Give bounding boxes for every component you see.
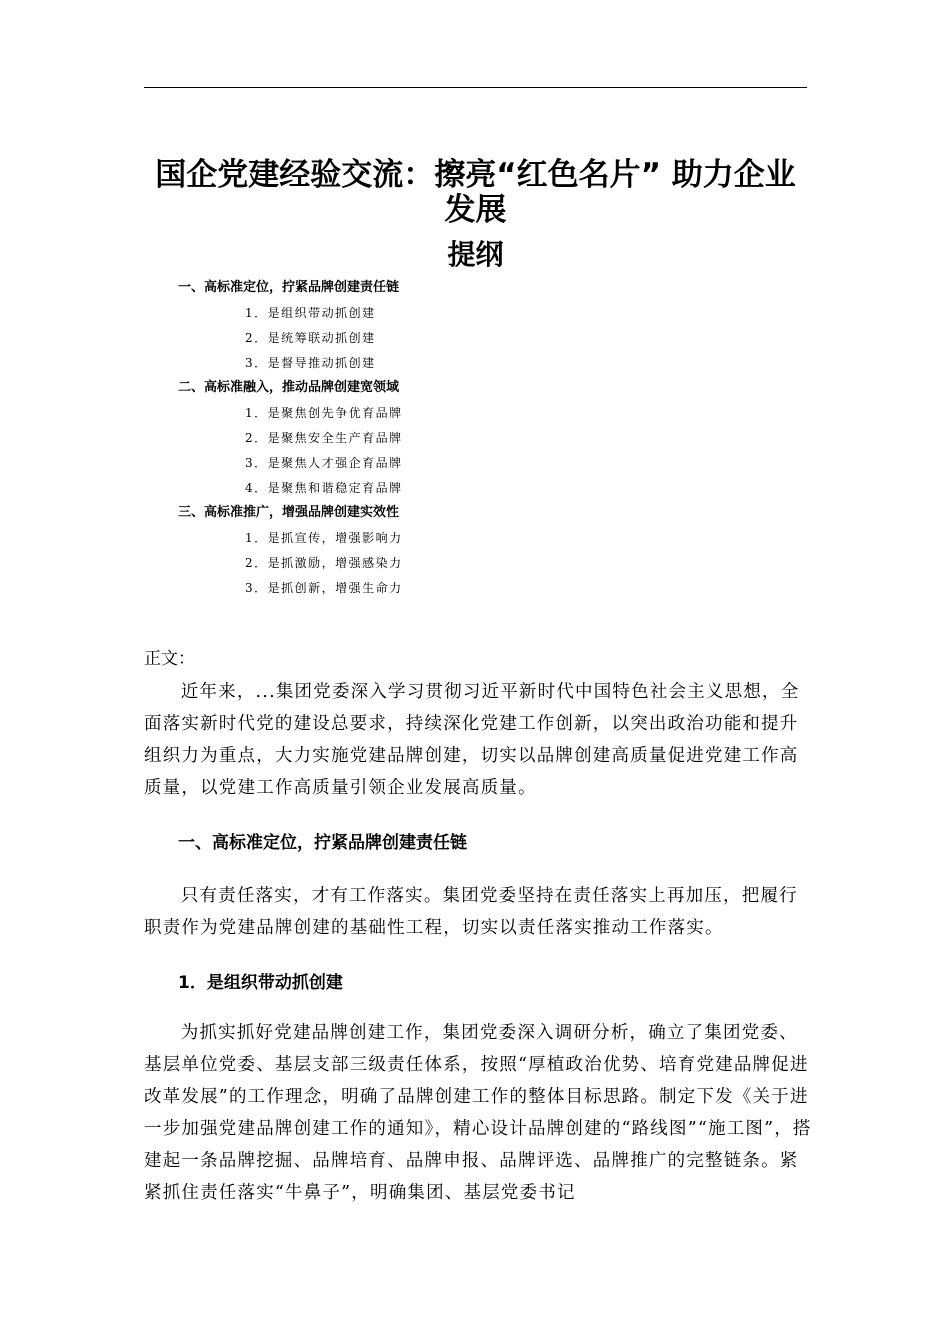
outline-title: 提纲 — [447, 238, 504, 271]
outline-item: 3．是督导推动抓创建 — [245, 356, 376, 370]
outline-item: 2．是聚焦安全生产育品牌 — [245, 431, 403, 445]
intro-paragraph: 近年来，...集团党委深入学习贯彻习近平新时代中国特色社会主义思想，全面落实新时代党的建设总要求，持续深化党建工作创新，以突出政治功能和提升组织力为重点，大力实施党建品牌创建，切实以品牌创建高质量促进党建工作高质量，以党建工作高质量引领企业发展高质量。 — [144, 682, 800, 798]
section1-paragraph: 只有责任落实，才有工作落实。集团党委坚持在责任落实上再加压，把履行职责作为党建品牌创建的基础性工程，切实以责任落实推动工作落实。 — [144, 886, 798, 938]
outline-heading-2: 二、高标准融入，推动品牌创建宽领域 — [178, 380, 400, 395]
outline-item: 3．是聚焦人才强企育品牌 — [245, 456, 403, 470]
outline-item: 1．是抓宣传，增强影响力 — [245, 531, 403, 545]
header-rule — [144, 87, 807, 88]
outline-item: 2．是抓激励，增强感染力 — [245, 556, 403, 570]
outline-item: 4．是聚焦和谐稳定育品牌 — [245, 481, 403, 495]
outline-heading-1: 一、高标准定位，拧紧品牌创建责任链 — [178, 280, 400, 295]
outline-item: 3．是抓创新，增强生命力 — [245, 581, 403, 595]
outline-item: 1．是聚焦创先争优育品牌 — [245, 406, 403, 420]
outline-item: 2．是统筹联动抓创建 — [245, 331, 376, 345]
section-heading-1: 一、高标准定位，拧紧品牌创建责任链 — [178, 833, 467, 853]
outline-item: 1．是组织带动抓创建 — [245, 306, 376, 320]
sub1-paragraph: 为抓实抓好党建品牌创建工作，集团党委深入调研分析，确立了集团党委、基层单位党委、基层支部三级责任体系，按照“厚植政治优势、培育党建品牌促进改革发展”的工作理念，明确了品牌创建工作的整体目标思路。制定下发《关于进一步加强党建品牌创建工作的通知》，精心设计品牌创建的“路线图”“施工图”，搭建起一条品牌挖掘、品牌培育、品牌申报、品牌评选、品牌推广的完整链条。紧紧抓住责任落实“牛鼻子”，明确集团、基层党委书记 — [144, 1023, 812, 1203]
subsection-heading-1: 1．是组织带动抓创建 — [178, 973, 343, 993]
body-label: 正文： — [144, 649, 195, 669]
intro-paragraph-block — [144, 676, 814, 804]
section1-paragraph-block — [144, 880, 814, 944]
document-title: 国企党建经验交流：擦亮“红色名片” 助力企业发展 — [155, 157, 796, 228]
sub1-paragraph-block — [144, 1017, 814, 1209]
outline-heading-3: 三、高标准推广，增强品牌创建实效性 — [178, 505, 400, 520]
